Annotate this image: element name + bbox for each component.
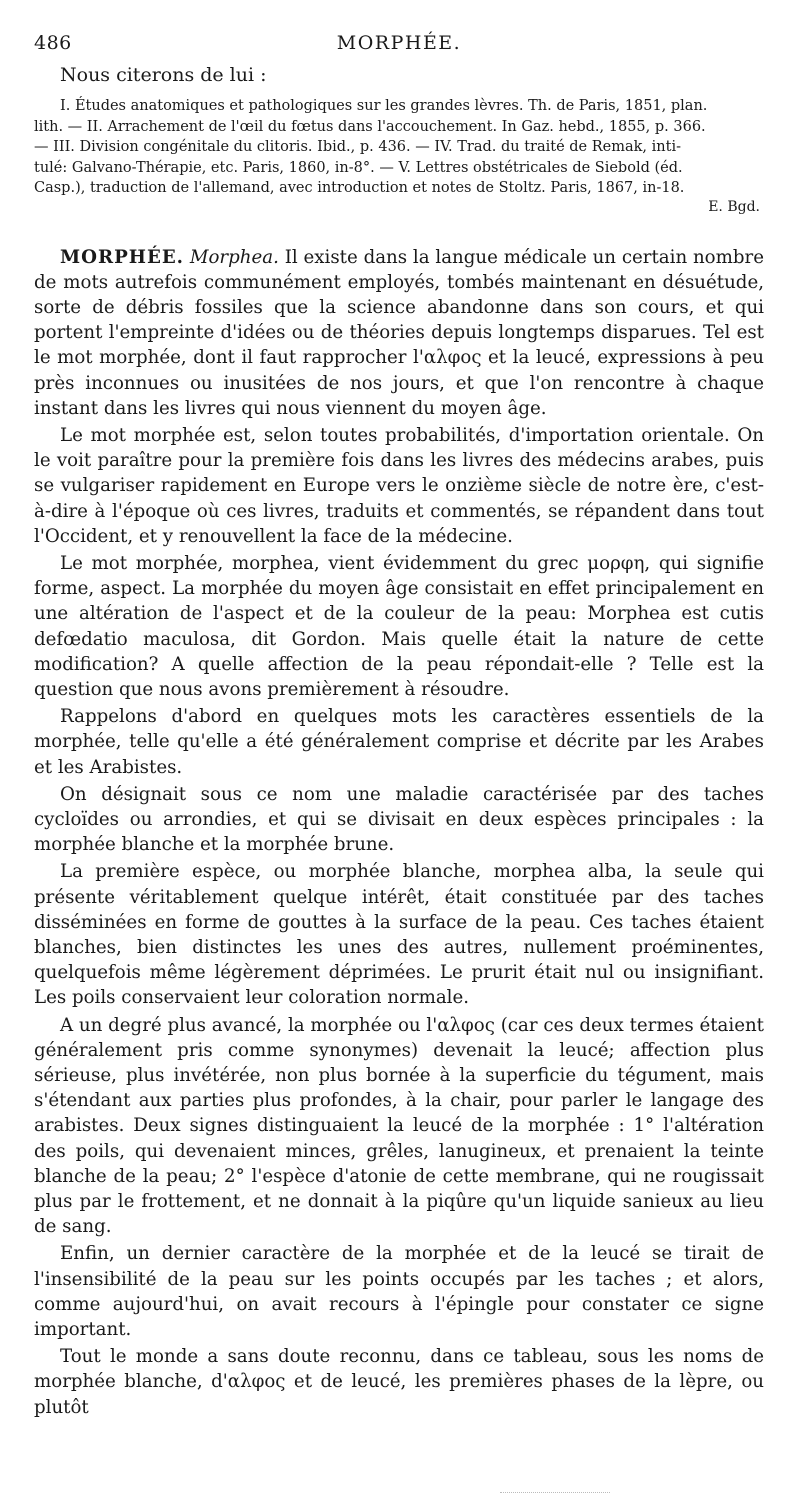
article-paragraph: A un degré plus avancé, la morphée ou l'αλφος (car ces deux termes étaient généralement pris comme synonymes) devenait la leucé; affection plus sérieuse, plus invétérée, non plus bornée à la superficie du tégument, mais s'étendant aux parties plus profondes, à la chair, pour parler le langage des arabistes. Deux signes distinguaient la leucé de la morphée : 1° l'altération des poils, qui devenaient minces, grêles, lanugineux, et prenaient la teinte blanche de la peau; 2° l'espèce d'atonie de cette membrane, qui ne rougissait plus par le frottement, et ne donnait à la piqûre qu'un liquide sanieux au lieu de sang. <box>34 1014 764 1238</box>
bibliography-line: lith. — II. Arrachement de l'œil du fœtus dans l'accouchement. In Gaz. hebd., 1855, p. 366. <box>34 118 706 135</box>
article-paragraph: Rappelons d'abord en quelques mots les caractères essentiels de la morphée, telle qu'elle a été généralement comprise et décrite par les Arabes et les Arabistes. <box>34 706 764 778</box>
article-paragraph: Le mot morphée est, selon toutes probabilités, d'importation orientale. On le voit paraître pour la première fois dans les livres des médecins arabes, puis se vulgariser rapidement en Europe vers le onzième siècle de notre ère, c'est-à-dire à l'époque où ces livres, traduits et commentés, se répandent dans tout l'Occident, et y renouvellent la face de la médecine. <box>34 424 764 547</box>
article-paragraph: On désignait sous ce nom une maladie caractérisée par des taches cycloïdes ou arrondies, et qui se divisait en deux espèces principales : la morphée blanche et la morphée brune. <box>34 783 764 856</box>
page-header <box>34 24 764 54</box>
page-number: 486 <box>34 32 72 54</box>
bibliography <box>34 96 764 199</box>
article-paragraph <box>34 245 764 421</box>
article-paragraph: Tout le monde a sans doute reconnu, dans ce tableau, sous les noms de morphée blanche, d'αλφος et de leucé, les premières phases de la lèpre, ou plutôt <box>34 1346 764 1418</box>
author-signature: E. Bgd. <box>708 198 760 215</box>
bibliography-line: I. Études anatomiques et pathologiques sur les grandes lèvres. Th. de Paris, 1851, plan. <box>60 98 708 114</box>
page <box>34 24 764 1422</box>
article-paragraph: Enfin, un dernier caractère de la morphée et de la leucé se tirait de l'insensibilité de la peau sur les points occupés par les taches ; et alors, comme aujourd'hui, on avait recours à l'épingle pour constater ce signe important. <box>34 1243 764 1341</box>
article-body <box>34 245 764 1420</box>
bottom-rule <box>500 1492 610 1493</box>
bibliography-line: — III. Division congénitale du clitoris. Ibid., p. 436. — IV. Trad. du traité de Remak, inti- <box>34 139 681 155</box>
article-paragraph: La première espèce, ou morphée blanche, morphea alba, la seule qui présente véritablement quelque intérêt, était constituée par des taches disséminées en forme de gouttes à la surface de la peau. Ces taches étaient blanches, bien distinctes les unes des autres, nullement proéminentes, quelquefois même légèrement déprimées. Le prurit était nul ou insignifiant. Les poils conservaient leur coloration normale. <box>34 861 764 1009</box>
bibliography-line: Casp.), traduction de l'allemand, avec introduction et notes de Stoltz. Paris, 1867, in-18. <box>34 180 685 196</box>
paragraph-text: Il existe dans la langue médicale un certain nombre de mots autrefois communément employés, tombés maintenant en désuétude, sorte de débris fossiles que la science abandonne dans son cours, et qui portent l'empreinte d'idées ou de théories depuis longtemps disparues. Tel est le mot morphée, dont il faut rapprocher l'αλφος et la leucé, expressions à peu près inconnues ou inusitées de nos jours, et que l'on rencontre à chaque instant dans les livres qui nous viennent du moyen âge. <box>34 246 764 419</box>
entry-headword: MORPHÉE. <box>60 246 185 268</box>
entry-latin-name: Morphea. <box>189 246 279 268</box>
article-paragraph: Le mot morphée, morphea, vient évidemment du grec μορφη, qui signifie forme, aspect. La morphée du moyen âge consistait en effet principalement en une altération de l'aspect et de la couleur de la peau: Morphea est cutis defœdatio maculosa, dit Gordon. Mais quelle était la nature de cette modification? A quelle affection de la peau répondait-elle ? Telle est la question que nous avons premièrement à résoudre. <box>34 552 764 700</box>
running-title: MORPHÉE. <box>336 32 462 54</box>
intro-line: Nous citerons de lui : <box>60 64 267 86</box>
bibliography-line: tulé: Galvano-Thérapie, etc. Paris, 1860, in-8°. — V. Lettres obstétricales de Siebold (éd. <box>34 159 683 176</box>
